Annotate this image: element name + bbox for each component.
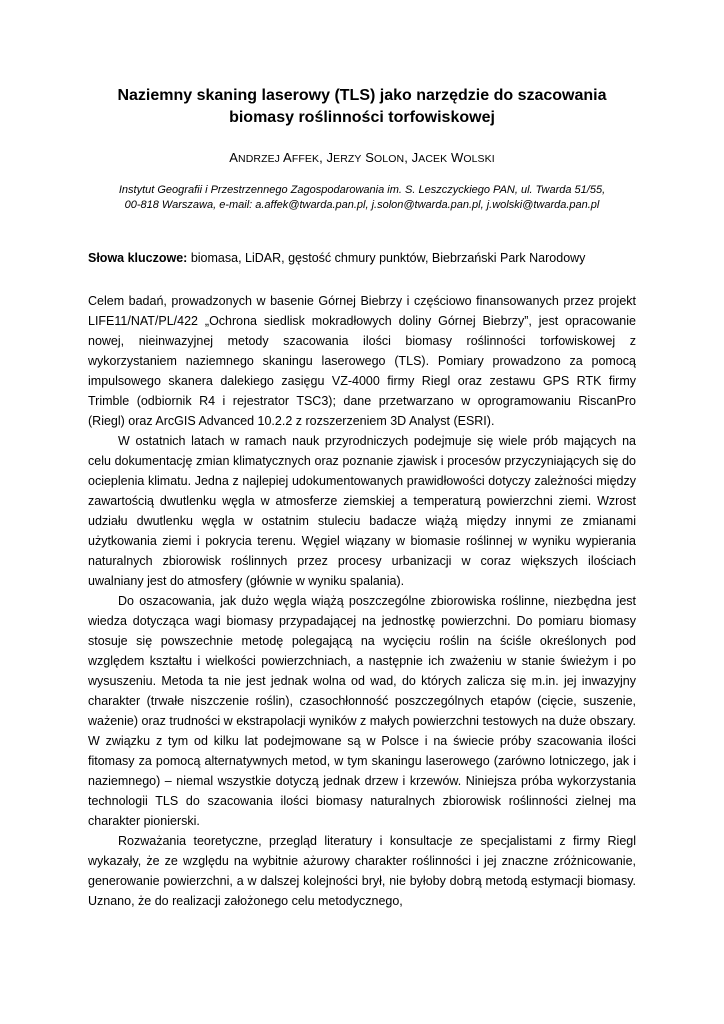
keywords-text: biomasa, LiDAR, gęstość chmury punktów, Biebrzański Park Narodowy (187, 251, 586, 265)
author: ANDRZEJ AFFEK (229, 150, 320, 165)
affiliation (88, 183, 636, 213)
paper-page (88, 85, 636, 911)
keywords (88, 251, 636, 265)
affiliation-line: Instytut Geografii i Przestrzennego Zagospodarowania im. S. Leszczyckiego PAN, ul. Twarda 51/55, (118, 184, 606, 196)
paper-title: Naziemny skaning laserowy (TLS) jako narzędzie do szacowania biomasy roślinności torfowiskowej (117, 87, 607, 126)
paragraph: Celem badań, prowadzonych w basenie Górnej Biebrzy i częściowo finansowanych przez projekt LIFE11/NAT/PL/422 „Ochrona siedlisk mokradłowych doliny Górnej Biebrzy”, jest opracowanie nowej, nieinwazyjnej metody szacowania ilości biomasy roślinności torfowiskowej z wykorzystaniem naziemnego skaningu laserowego (TLS). Pomiary prowadzono za pomocą impulsowego skanera dalekiego zasięgu VZ-4000 firmy Riegl oraz zestawu GPS RTK firmy Trimble (odbiornik R4 i rejestrator TSC3); dane przetwarzano w oprogramowaniu RiscanPro (Riegl) oraz ArcGIS Advanced 10.2.2 z rozszerzeniem 3D Analyst (ESRI). (88, 294, 636, 428)
affiliation-line: 00-818 Warszawa, e-mail: a.affek@twarda.pan.pl, j.solon@twarda.pan.pl, j.wolski@twarda.pan.pl (124, 199, 600, 211)
paragraph: Do oszacowania, jak dużo węgla wiążą poszczególne zbiorowiska roślinne, niezbędna jest wiedza dotycząca wagi biomasy przypadającej na jednostkę powierzchni. Do pomiaru biomasy stosuje się powszechnie metodę polegającą na wycięciu roślin na ściśle określonych pod względem kształtu i wielkości powierzchniach, a następnie ich zważeniu w stanie świeżym i po wysuszeniu. Metoda ta nie jest jednak wolna od wad, do których zalicza się m.in. jej inwazyjny charakter (trwałe niszczenie roślin), czasochłonność poszczególnych etapów (cięcie, suszenie, ważenie) oraz trudności w ekstrapolacji wyników z małych powierzchni testowych na duże obszary. W związku z tym od kilku lat podejmowane są w Polsce i na świecie próby szacowania ilości fitomasy za pomocą alternatywnych metod, w tym skaningu laserowego (zarówno lotniczego, jak i naziemnego) – niemal wszystkie dotyczą jednak drzew i krzewów. Niniejsza próba wykorzystania technologii TLS do szacowania ilości biomasy naturalnych zbiorowisk roślinności zielnej ma charakter pionierski. (88, 594, 636, 828)
keywords-label: Słowa kluczowe: (88, 251, 188, 265)
paragraph: W ostatnich latach w ramach nauk przyrodniczych podejmuje się wiele prób mających na celu dokumentację zmian klimatycznych oraz poznanie zjawisk i procesów przyczyniających się do ocieplenia klimatu. Jedna z najlepiej udokumentowanych prawidłowości dotyczy zależności między zawartością dwutlenku węgla w atmosferze ziemskiej a temperaturą powierzchni ziemi. Wzrost udziału dwutlenku węgla w ostatnim stuleciu badacze wiążą między innymi ze zmianami użytkowania ziemi i pokrycia terenu. Węgiel wiązany w biomasie roślinnej w wyniku wypierania naturalnych zbiorowisk roślinnych przez procesy urbanizacji w coraz większych ilościach uwalniany jest do atmosfery (głównie w wyniku spalania). (88, 434, 636, 588)
author: JERZY SOLON (326, 150, 405, 165)
paragraph: Rozważania teoretyczne, przegląd literatury i konsultacje ze specjalistami z firmy Riegl wykazały, że ze względu na wybitnie ażurowy charakter roślinności i jej znaczne zróżnicowanie, generowanie powierzchni, a w dalszej kolejności brył, nie byłoby dobrą metodą estymacji biomasy. Uznano, że do realizacji założonego celu metodycznego, (88, 834, 636, 908)
author-list: ANDRZEJ AFFEK, JERZY SOLON, JACEK WOLSKI (229, 150, 495, 165)
body-text (88, 291, 636, 911)
author: JACEK WOLSKI (411, 150, 495, 165)
